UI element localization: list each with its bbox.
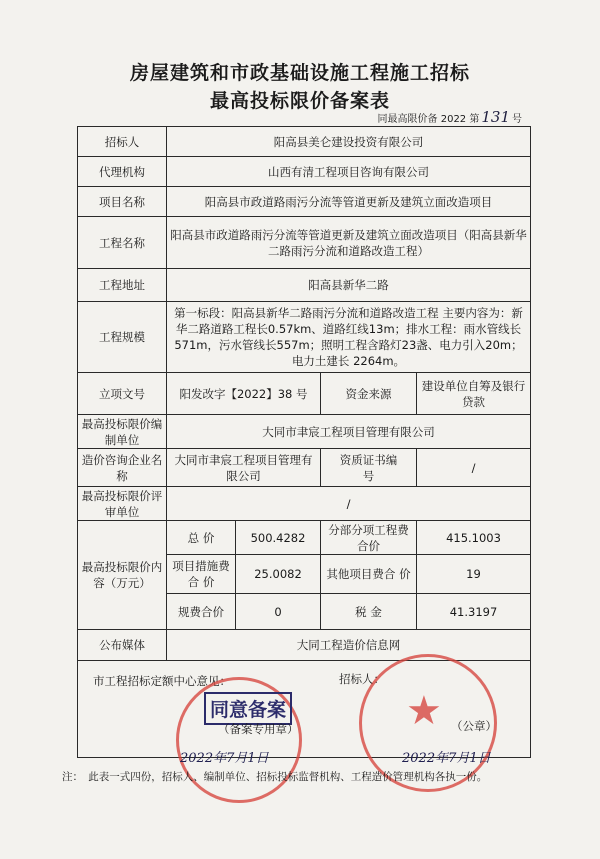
tax-label: 税 金 xyxy=(321,594,417,630)
tenderer-sign-date: 2022年7月1日 xyxy=(402,751,491,766)
scale-value: 第一标段：阳高县新华二路雨污分流和道路改造工程 主要内容为：新华二路道路工程长0.57km、道路红线13m；排水工程：雨水管线长571m，污水管线长557m；照明工程含路灯23盏、电力引入20m； 电力土建长 2264m。 xyxy=(167,302,531,373)
document-title-line1: 房屋建筑和市政基础设施工程施工招标 xyxy=(129,62,470,84)
tenderer-label: 招标人 xyxy=(78,127,167,157)
document-title-line2: 最高投标限价备案表 xyxy=(209,90,390,112)
record-number-value: 131 xyxy=(481,108,510,126)
approval-label: 立项文号 xyxy=(78,373,167,415)
tax-value: 41.3197 xyxy=(417,594,531,630)
fee-label: 规费合价 xyxy=(167,594,236,630)
compiler-value: 大同市聿宸工程项目管理有限公司 xyxy=(167,415,531,449)
table-row xyxy=(78,302,531,373)
record-number xyxy=(378,108,522,126)
table-row xyxy=(78,521,531,555)
record-hao: 号 xyxy=(512,114,522,125)
project-label: 项目名称 xyxy=(78,187,167,217)
table-row xyxy=(78,449,531,487)
center-opinion-title: 市工程招标定额中心意见： xyxy=(93,674,231,688)
total-value: 500.4282 xyxy=(236,521,321,555)
center-seal-note: （备案专用章） xyxy=(218,722,299,736)
cert-value: / xyxy=(417,449,531,487)
site-value: 阳高县新华二路 xyxy=(167,269,531,302)
consultant-label: 造价咨询企业名称 xyxy=(78,449,167,487)
center-sign-date: 2022年7月1日 xyxy=(180,751,269,766)
consultant-value: 大同市聿宸工程项目管理有限公司 xyxy=(167,449,321,487)
record-di: 第 xyxy=(469,114,480,125)
project-value: 阳高县市政道路雨污分流等管道更新及建筑立面改造项目 xyxy=(167,187,531,217)
reviewer-value: / xyxy=(167,487,531,521)
seal-star-icon: ★ xyxy=(406,688,442,734)
record-prefix: 同最高限价备 xyxy=(377,114,438,125)
compiler-label: 最高投标限价编制单位 xyxy=(78,415,167,449)
fee-value: 0 xyxy=(236,594,321,630)
record-year: 2022 xyxy=(440,114,467,125)
table-row xyxy=(78,217,531,269)
other-value: 19 xyxy=(417,555,531,594)
publish-value: 大同工程造价信息网 xyxy=(167,630,531,661)
footer-note: 注： 此表一式四份，招标人、编制单位、招标投标监督机构、工程造价管理机构各执一份。 xyxy=(62,771,488,783)
sub-label: 分部分项工程费合价 xyxy=(321,521,417,555)
table-row xyxy=(78,269,531,302)
approval-value: 阳发改字【2022】38 号 xyxy=(167,373,321,415)
table-row xyxy=(78,127,531,157)
tenderer-value: 阳高县美仑建设投资有限公司 xyxy=(167,127,531,157)
agency-value: 山西有清工程项目咨询有限公司 xyxy=(167,157,531,187)
reviewer-label: 最高投标限价评审单位 xyxy=(78,487,167,521)
measure-value: 25.0082 xyxy=(236,555,321,594)
sub-value: 415.1003 xyxy=(417,521,531,555)
price-label: 最高投标限价内容（万元） xyxy=(78,521,167,630)
table-row xyxy=(78,415,531,449)
table-row xyxy=(78,373,531,415)
site-label: 工程地址 xyxy=(78,269,167,302)
fund-value: 建设单位自筹及银行贷款 xyxy=(417,373,531,415)
table-row xyxy=(78,487,531,521)
publish-label: 公布媒体 xyxy=(78,630,167,661)
cert-label: 资质证书编 号 xyxy=(321,449,417,487)
project-name-label: 工程名称 xyxy=(78,217,167,269)
agency-label: 代理机构 xyxy=(78,157,167,187)
table-row xyxy=(78,187,531,217)
other-label: 其他项目费合 价 xyxy=(321,555,417,594)
table-row xyxy=(78,157,531,187)
tenderer-sign-title: 招标人： xyxy=(339,672,385,686)
fund-label: 资金来源 xyxy=(321,373,417,415)
project-name-value: 阳高县市政道路雨污分流等管道更新及建筑立面改造项目（阳高县新华二路雨污分流和道路改造工程） xyxy=(167,217,531,269)
measure-label: 项目措施费合 价 xyxy=(167,555,236,594)
approved-stamp: 同意备案 xyxy=(204,692,292,725)
total-label: 总 价 xyxy=(167,521,236,555)
table-row xyxy=(78,630,531,661)
tenderer-seal-note: （公章） xyxy=(451,719,497,733)
scale-label: 工程规模 xyxy=(78,302,167,373)
